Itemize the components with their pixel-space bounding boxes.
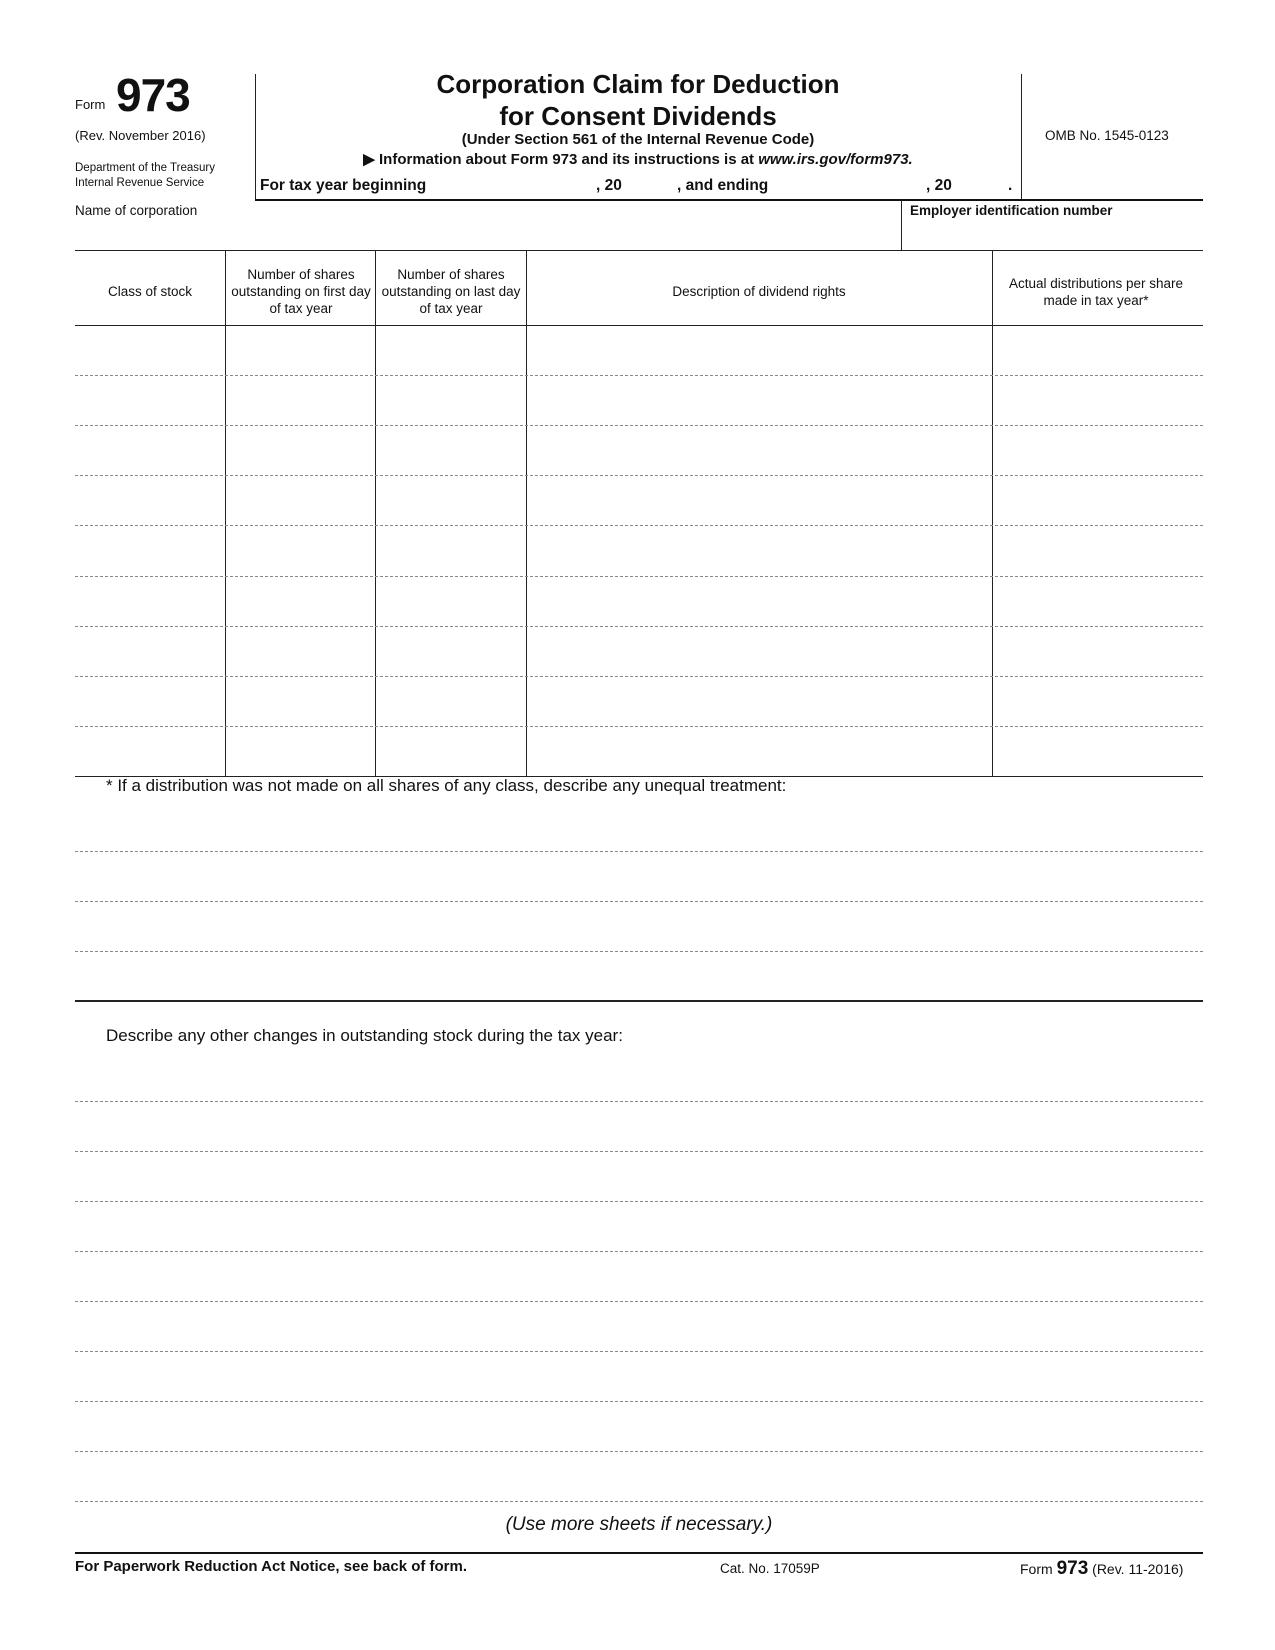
table-cell-description[interactable] <box>526 676 992 726</box>
table-cell-description[interactable] <box>526 726 992 776</box>
table-cell-class[interactable] <box>75 475 225 525</box>
table-cell-description[interactable] <box>526 475 992 525</box>
table-cell-shares-first[interactable] <box>225 325 375 375</box>
table-cell-shares-last[interactable] <box>375 475 526 525</box>
table-cell-class[interactable] <box>75 525 225 575</box>
table-cell-shares-first[interactable] <box>225 475 375 525</box>
table-cell-shares-first[interactable] <box>225 425 375 475</box>
col-header-distributions: Actual distributions per share made in tax year* <box>1008 275 1184 308</box>
year-prefix-1: , 20 <box>596 177 622 194</box>
info-url[interactable]: www.irs.gov/form973. <box>758 151 913 168</box>
name-of-corporation-label: Name of corporation <box>75 203 198 218</box>
col-header-shares-last: Number of shares outstanding on last day of tax year <box>381 267 521 316</box>
table-cell-shares-last[interactable] <box>375 375 526 425</box>
info-line <box>255 150 1021 168</box>
table-cell-description[interactable] <box>526 425 992 475</box>
table-cell-distributions[interactable] <box>992 475 1203 525</box>
title-line-1: Corporation Claim for Deduction <box>436 69 840 99</box>
table-cell-class[interactable] <box>75 375 225 425</box>
ein-label: Employer identification number <box>910 203 1113 218</box>
table-cell-class[interactable] <box>75 676 225 726</box>
table-cell-distributions[interactable] <box>992 375 1203 425</box>
arrow-icon: ▶ <box>363 151 375 168</box>
footer-revision: (Rev. 11-2016) <box>1092 1561 1184 1577</box>
table-cell-distributions[interactable] <box>992 576 1203 626</box>
table-cell-shares-first[interactable] <box>225 525 375 575</box>
table-cell-description[interactable] <box>526 375 992 425</box>
table-cell-description[interactable] <box>526 626 992 676</box>
table-cell-shares-first[interactable] <box>225 576 375 626</box>
form-number: 973 <box>116 69 190 121</box>
table-cell-shares-last[interactable] <box>375 425 526 475</box>
table-cell-shares-last[interactable] <box>375 325 526 375</box>
table-cell-distributions[interactable] <box>992 325 1203 375</box>
col-header-shares-first: Number of shares outstanding on first day of tax year <box>231 267 371 316</box>
table-cell-description[interactable] <box>526 325 992 375</box>
other-changes-label: Describe any other changes in outstanding stock during the tax year: <box>106 1026 623 1045</box>
info-text: Information about Form 973 and its instructions is at <box>379 151 759 168</box>
footer-form <box>1020 1558 1183 1580</box>
table-cell-shares-last[interactable] <box>375 726 526 776</box>
table-cell-shares-last[interactable] <box>375 676 526 726</box>
writing-line <box>75 1501 1203 1502</box>
ein-input[interactable] <box>905 220 1200 248</box>
col-header-description: Description of dividend rights <box>672 284 846 299</box>
omb-number: OMB No. 1545-0123 <box>1045 128 1169 143</box>
table-cell-shares-last[interactable] <box>375 576 526 626</box>
table-cell-class[interactable] <box>75 576 225 626</box>
year-prefix-2: , 20 <box>926 177 952 194</box>
table-cell-shares-last[interactable] <box>375 626 526 676</box>
name-of-corporation-input[interactable] <box>75 220 895 248</box>
tax-year-begin-input[interactable] <box>437 175 592 195</box>
table-cell-shares-first[interactable] <box>225 676 375 726</box>
title-line-2: for Consent Dividends <box>499 101 777 131</box>
unequal-treatment-input[interactable] <box>75 800 1203 998</box>
table-cell-shares-first[interactable] <box>225 626 375 676</box>
table-cell-description[interactable] <box>526 576 992 626</box>
other-changes-input[interactable] <box>75 1055 1203 1500</box>
table-cell-shares-last[interactable] <box>375 525 526 575</box>
table-cell-class[interactable] <box>75 325 225 375</box>
cat-number: Cat. No. 17059P <box>720 1561 820 1576</box>
department: Department of the Treasury <box>75 162 215 174</box>
table-cell-distributions[interactable] <box>992 626 1203 676</box>
table-cell-shares-first[interactable] <box>225 726 375 776</box>
table-cell-class[interactable] <box>75 726 225 776</box>
col-header-class: Class of stock <box>107 284 193 299</box>
table-cell-shares-first[interactable] <box>225 375 375 425</box>
tax-year-end-input[interactable] <box>780 175 920 195</box>
and-ending-label: , and ending <box>677 177 769 194</box>
paperwork-notice: For Paperwork Reduction Act Notice, see back of form. <box>75 1558 468 1575</box>
tax-year-beginning-label: For tax year beginning <box>260 177 427 194</box>
table-cell-distributions[interactable] <box>992 726 1203 776</box>
form-title <box>255 68 1021 132</box>
form-word: Form <box>75 97 106 112</box>
subtitle: (Under Section 561 of the Internal Revenue Code) <box>461 131 815 148</box>
period: . <box>1008 177 1013 194</box>
service: Internal Revenue Service <box>75 177 205 189</box>
footer-form-word: Form <box>1020 1561 1053 1577</box>
more-sheets-note: (Use more sheets if necessary.) <box>505 1514 773 1535</box>
table-cell-distributions[interactable] <box>992 425 1203 475</box>
table-cell-description[interactable] <box>526 525 992 575</box>
table-cell-distributions[interactable] <box>992 525 1203 575</box>
footer-form-number: 973 <box>1056 1558 1089 1579</box>
revision: (Rev. November 2016) <box>75 128 206 143</box>
unequal-treatment-label: * If a distribution was not made on all shares of any class, describe any unequal treatment: <box>106 776 787 795</box>
table-cell-class[interactable] <box>75 425 225 475</box>
table-cell-class[interactable] <box>75 626 225 676</box>
table-cell-distributions[interactable] <box>992 676 1203 726</box>
